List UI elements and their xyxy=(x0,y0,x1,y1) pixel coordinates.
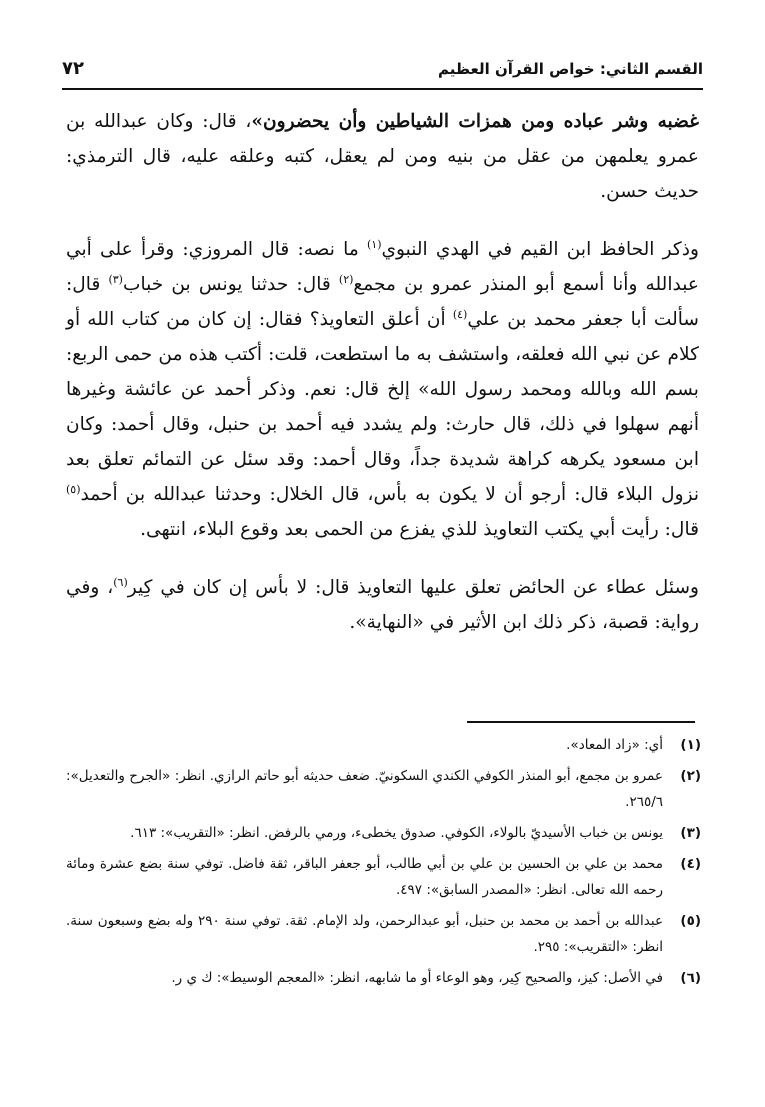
footnote-ref-5[interactable]: (٥) xyxy=(66,482,81,496)
paragraph-2 xyxy=(66,232,699,547)
footnote-number: (٦) xyxy=(680,970,701,986)
footnote-6 xyxy=(66,965,701,991)
footnote-text: محمد بن علي بن الحسين بن علي بن أبي طالب، أبو جعفر الباقر، ثقة فاضل. توفي سنة بضع عشرة ومائة رحمه الله تعالى. انظر: «المصدر السابق»: ٤٩٧. xyxy=(66,856,663,898)
footnote-ref-6[interactable]: (٦) xyxy=(113,575,128,589)
footnote-text: عبدالله بن أحمد بن محمد بن حنبل، أبو عبدالرحمن، ولد الإمام. ثقة. توفي سنة ٢٩٠ وله بضع وسبعون سنة. انظر: «التقريب»: ٢٩٥. xyxy=(66,913,663,955)
footnote-number: (٣) xyxy=(680,825,701,841)
footnote-4 xyxy=(66,851,701,903)
paragraph-3-part-a: وسئل عطاء عن الحائض تعلق عليها التعاويذ قال: لا بأس إن كان في كِير xyxy=(127,577,700,598)
footnote-3 xyxy=(66,820,701,846)
footnotes xyxy=(66,732,701,996)
paragraph-3-part-b: ، وفي رواية: قصبة، ذكر ذلك ابن الأثير في «النهاية». xyxy=(66,577,699,633)
paragraph-2-part-e: أن أعلق التعاويذ؟ فقال: إن كان من كتاب الله أو كلام عن نبي الله فعلقه، واستشف به ما استطعت، قلت: أكتب هذه من حمى الربع: بسم الله وبالله ومحمد رسول الله» إلخ قال: نعم. وذكر أحمد عن عائشة وغيرها أنهم سهلوا في ذلك، قال حارث: ولم يشدد فيه أحمد بن حنبل، وقال أحمد: وكان ابن مسعود يكرهه كراهة شديدة جداً، وقال أحمد: وقد سئل عن التمائم تعلق بعد نزول البلاء قال: أرجو أن لا يكون به بأس، قال الخلال: وحدثنا عبدالله بن أحمد xyxy=(66,309,699,505)
page-number: ٧٢ xyxy=(62,58,84,79)
paragraph-2-part-b: ما نصه: قال المروزي: وقرأ على أبي عبدالله وأنا أسمع أبو المنذر عمرو بن مجمع xyxy=(66,239,699,295)
footnote-number: (١) xyxy=(680,737,701,753)
paragraph-1-text: ، قال: وكان عبدالله بن عمرو يعلمهن من عقل من بنيه ومن لم يعقل، كتبه وعلقه عليه، قال الترمذي: حديث حسن. xyxy=(66,111,699,202)
footnote-2 xyxy=(66,763,701,815)
footnote-text: أي: «زاد المعاد». xyxy=(566,737,663,753)
footnote-number: (٢) xyxy=(680,768,701,784)
footnote-text: في الأصل: كيز، والصحيح كِير، وهو الوعاء أو ما شابهه، انظر: «المعجم الوسيط»: ك ي ر. xyxy=(171,970,663,986)
footnote-text: يونس بن خباب الأسيديّ بالولاء، الكوفي. صدوق يخطىء، ورمي بالرفض. انظر: «التقريب»: ٦١٣. xyxy=(130,825,663,841)
footnote-number: (٥) xyxy=(680,913,701,929)
footnote-1 xyxy=(66,732,701,758)
footnote-ref-1[interactable]: (١) xyxy=(366,237,382,251)
paragraph-3 xyxy=(66,570,699,640)
paragraph-2-part-a: وذكر الحافظ ابن القيم في الهدي النبوي xyxy=(381,239,699,260)
main-text xyxy=(66,104,699,663)
footnote-divider xyxy=(467,721,695,723)
paragraph-1 xyxy=(66,104,699,209)
footnote-ref-3[interactable]: (٣) xyxy=(108,272,123,286)
footnote-ref-2[interactable]: (٢) xyxy=(338,272,354,286)
footnote-number: (٤) xyxy=(680,856,701,872)
running-title: القسم الثاني: خواص القرآن العظيم xyxy=(438,60,703,78)
paragraph-2-part-d: قال: سألت أبا جعفر محمد بن علي xyxy=(66,274,699,330)
paragraph-2-part-c: قال: حدثنا يونس بن خباب xyxy=(122,274,339,295)
footnote-ref-4[interactable]: (٤) xyxy=(452,307,468,321)
paragraph-2-part-f: قال: رأيت أبي يكتب التعاويذ للذي يفزع من الحمى بعد وقوع البلاء، انتهى. xyxy=(140,519,699,540)
footnote-5 xyxy=(66,908,701,960)
quran-quote: غضبه وشر عباده ومن همزات الشياطين وأن يحضرون» xyxy=(251,111,699,132)
footnote-text: عمرو بن مجمع، أبو المنذر الكوفي الكندي السكونيّ. ضعف حديثه أبو حاتم الرازي. انظر: «الجرح والتعديل»: ٢٦٥/٦. xyxy=(66,768,663,810)
page-header xyxy=(62,58,703,90)
